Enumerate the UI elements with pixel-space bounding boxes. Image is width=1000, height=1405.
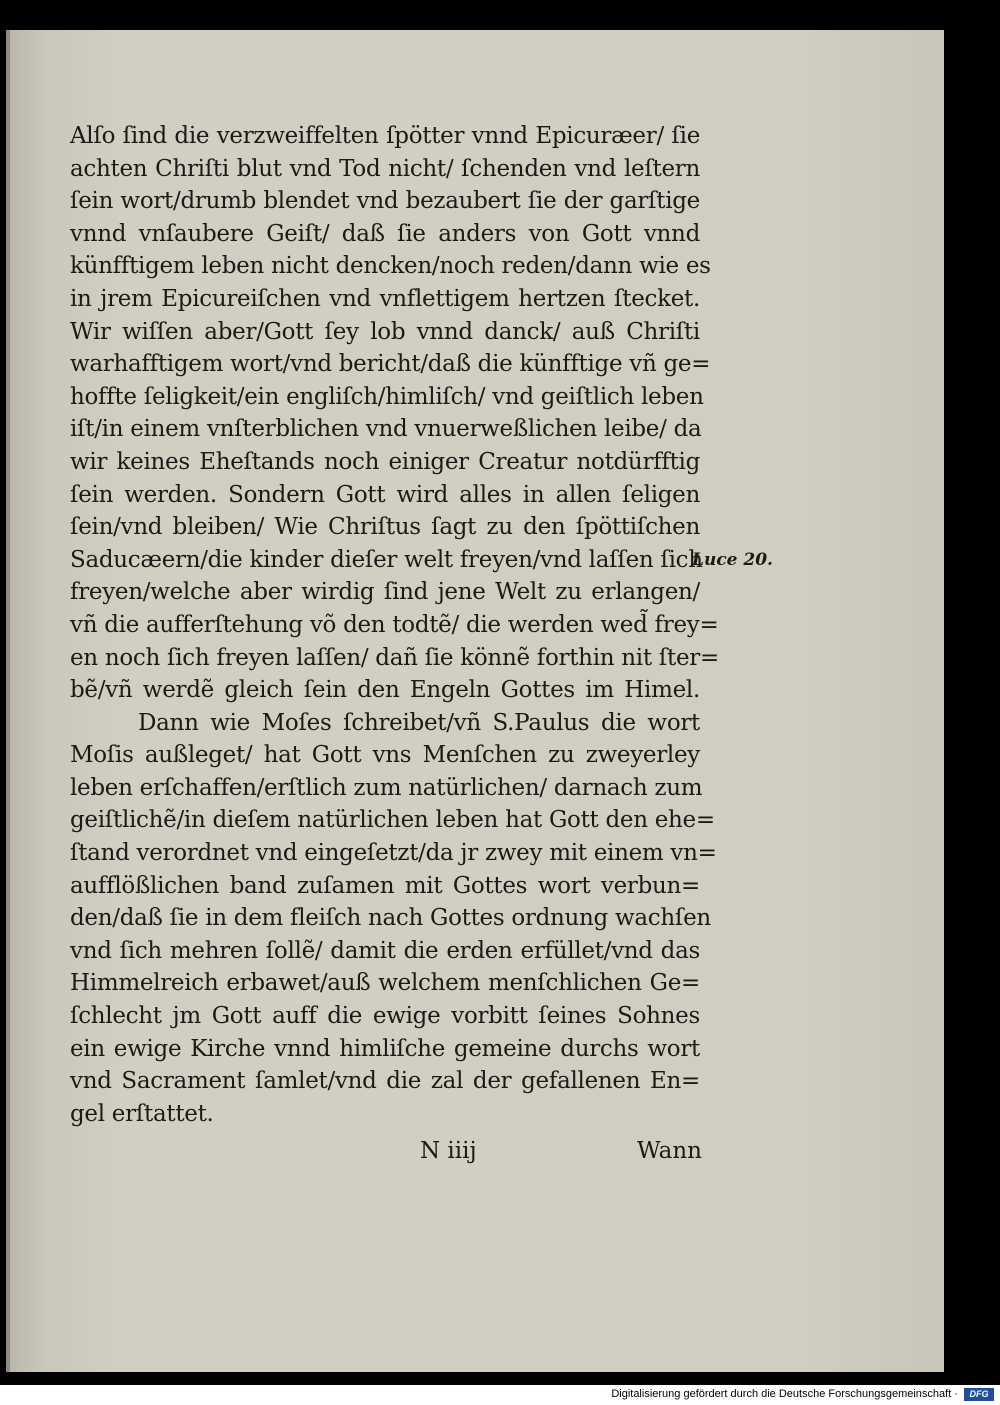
text-line: Wir wiſſen aber/Gott ſey lob vnnd danck/ auß Chriſti [70,318,700,345]
dfg-logo: DFG [964,1388,994,1401]
text-line: warhafftigem wort/vnd bericht/daß die künfftige vñ ge= [70,351,711,378]
text-line: ſein werden. Sondern Gott wird alles in allen ſeligen [70,481,700,508]
main-text-block [70,120,719,1130]
signature-mark: N iiij [420,1138,477,1164]
text-line: ſein/vnd bleiben/ Wie Chriſtus ſagt zu den ſpöttiſchen [70,514,700,541]
text-line: ſein wort/drumb blendet vnd bezaubert ſie der garſtige [70,188,700,215]
text-line: in jrem Epicureiſchen vnd vnflettigem hertzen ſtecket. [70,285,700,312]
text-line: vnd ſich mehren ſollẽ/ damit die erden erfüllet/vnd das [70,937,700,964]
text-line: künfftigem leben nicht dencken/noch reden/dann wie es [70,253,711,280]
text-line: ein ewige Kirche vnnd himliſche gemeine durchs wort [70,1035,700,1062]
catchword: Wann [637,1138,702,1164]
text-line: vnd Sacrament ſamlet/vnd die zal der gefallenen En= [70,1068,700,1095]
text-line: vñ die aufferſtehung võ den todtẽ/ die werden wed̃ frey= [70,611,719,638]
marginal-note: Luce 20. [692,550,773,570]
text-line: ſtand verordnet vnd eingeſetzt/da jr zwey mit einem vn= [70,840,717,867]
text-line: Alſo ſind die verzweiffelten ſpötter vnnd Epicuræer/ ſie [70,123,700,149]
text-line: ſchlecht jm Gott auff die ewige vorbitt ſeines Sohnes [70,1003,700,1030]
text-line: Himmelreich erbawet/auß welchem menſchlichen Ge= [70,970,700,997]
funding-credit: Digitalisierung gefördert durch die Deutsche Forschungsgemeinschaft · [611,1388,958,1400]
text-line: hoffte ſeligkeit/ein engliſch/himliſch/ vnd geiſtlich leben [70,383,704,410]
text-line: vnnd vnſaubere Geiſt/ daß ſie anders von Gott vnnd [70,220,700,247]
text-line: freyen/welche aber wirdig ſind jene Welt zu erlangen/ [70,579,700,606]
text-line: Dann wie Moſes ſchreibet/vñ S.Paulus die wort [138,709,700,736]
page-edge [6,30,10,1372]
text-line: achten Chriſti blut vnd Tod nicht/ ſchenden vnd leſtern [70,155,700,182]
text-line: gel erſtattet. [70,1100,214,1127]
text-line: leben erſchaffen/erſtlich zum natürlichen/ darnach zum [70,774,703,801]
text-line: en noch ſich freyen laſſen/ dañ ſie könnẽ forthin nit ſter= [70,644,719,671]
text-line: geiſtlichẽ/in dieſem natürlichen leben hat Gott den ehe= [70,807,715,834]
text-line: bẽ/vñ werdẽ gleich ſein den Engeln Gottes im Himel. [70,677,700,704]
text-line: Saducæern/die kinder dieſer welt freyen/vnd laſſen ſich [70,546,703,573]
catchline [412,1138,702,1172]
text-line: iſt/in einem vnſterblichen vnd vnuerweßlichen leibe/ da [70,416,702,443]
text-line: aufflößlichen band zuſamen mit Gottes wort verbun= [70,872,700,899]
text-line: Moſis außleget/ hat Gott vns Menſchen zu zweyerley [70,742,700,769]
text-line: den/daß ſie in dem fleiſch nach Gottes ordnung wachſen [70,905,711,932]
text-line: wir keines Eheſtands noch einiger Creatur notdürfftig [70,448,700,475]
footer-bar [0,1385,1000,1405]
